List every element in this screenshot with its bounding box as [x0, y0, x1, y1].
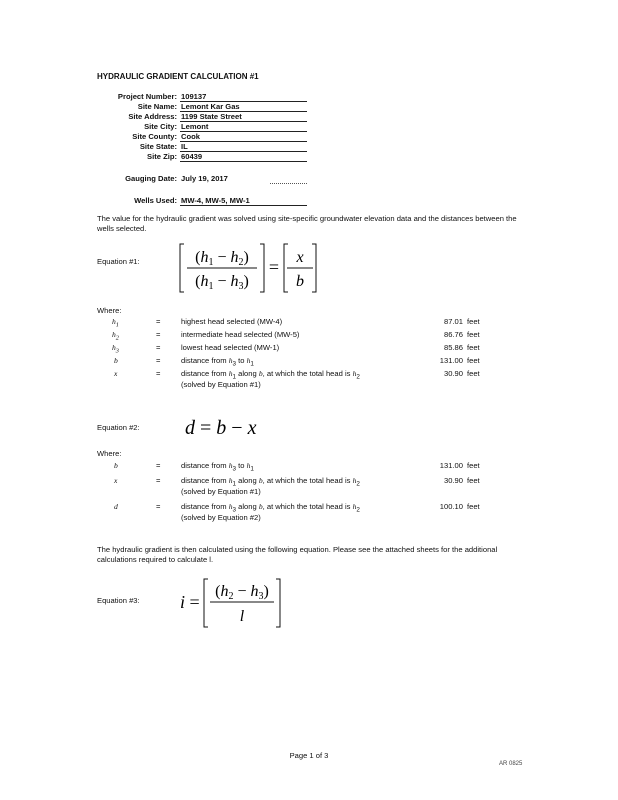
where-1-row-1-value: 87.01	[443, 317, 463, 326]
where-1-row-1-equals: =	[156, 317, 161, 326]
gauging-date-dotline	[270, 183, 307, 184]
where-2-row-3-value: 100.10	[439, 502, 463, 511]
where-1-row-5-symbol: x	[114, 369, 118, 378]
where-1-row-2-description: intermediate head selected (MW-5)	[181, 330, 300, 339]
where-1-row-5-note: (solved by Equation #1)	[181, 380, 261, 389]
where-2-row-2-equals: =	[156, 476, 161, 485]
equation-1-right-denominator: b	[296, 273, 304, 290]
where-1-row-3-unit: feet	[467, 343, 480, 352]
where-1-row-4-equals: =	[156, 356, 161, 365]
wells-used-label: Wells Used:	[134, 196, 177, 205]
site-city-value: Lemont	[181, 122, 209, 131]
equation-2-expression: d = b − x	[185, 417, 257, 439]
where-1-row-1-unit: feet	[467, 317, 480, 326]
where-2-row-3-description: distance from $h_3$ along b, at which the total head is $h_2$	[181, 502, 360, 514]
where-1-row-3-equals: =	[156, 343, 161, 352]
where-1-row-1-symbol: $h_1$	[112, 317, 119, 329]
equation-2-label: Equation #2:	[97, 423, 140, 432]
where-1-row-3-description: lowest head selected (MW-1)	[181, 343, 280, 352]
where-2-row-3-symbol: d	[114, 502, 118, 511]
where-2-row-3-note: (solved by Equation #2)	[181, 513, 261, 522]
where-1-row-4-symbol: b	[114, 356, 118, 365]
where-1-row-5-equals: =	[156, 369, 161, 378]
equation-3-numerator: (h2 − h3)	[215, 583, 269, 602]
equation-1-denominator: (h1 − h3)	[195, 273, 249, 292]
equation-1-numerator: (h1 − h2)	[195, 249, 249, 268]
where-1-row-2-symbol: $h_2$	[112, 330, 119, 342]
where-1-row-1-description: highest head selected (MW-4)	[181, 317, 283, 326]
site-city-label: Site City:	[144, 122, 177, 131]
where-1-row-5-value: 30.90	[443, 369, 463, 378]
site-state-label: Site State:	[139, 142, 177, 151]
where-1-row-4-value: 131.00	[439, 356, 463, 365]
site-address-label: Site Address:	[128, 112, 177, 121]
outro-paragraph: The hydraulic gradient is then calculated using the following equation. Please see the attached sheets for the additional calculations required to calculate l.	[97, 545, 498, 564]
where-1-label: Where:	[97, 306, 122, 315]
where-2-row-1-description: distance from $h_3$ to $h_1$	[181, 461, 254, 473]
where-1-row-4-description: distance from $h_3$ to $h_1$	[181, 356, 254, 368]
site-county-value: Cook	[181, 132, 200, 141]
where-2-row-2-symbol: x	[114, 476, 118, 485]
site-county-underline	[180, 141, 307, 142]
where-1-row-5-description: distance from $h_1$ along b, at which the total head is $h_2$	[181, 369, 360, 381]
site-address-value: 1199 State Street	[181, 112, 242, 121]
site-zip-value: 60439	[181, 152, 203, 161]
site-county-label: Site County:	[132, 132, 177, 141]
wells-used-underline	[180, 205, 307, 206]
document-title: HYDRAULIC GRADIENT CALCULATION #1	[97, 72, 259, 81]
gauging-date-label: Gauging Date:	[125, 174, 177, 183]
page-footer: Page 1 of 3	[289, 751, 329, 760]
project-number-value: 109137	[181, 92, 207, 101]
where-2-row-1-unit: feet	[467, 461, 480, 470]
gauging-date-value: July 19, 2017	[181, 174, 228, 183]
equation-3-label: Equation #3:	[97, 596, 140, 605]
where-2-row-2-description: distance from $h_1$ along b, at which the total head is $h_2$	[181, 476, 360, 488]
equation-1-right-numerator: x	[296, 249, 304, 266]
where-2-row-1-equals: =	[156, 461, 161, 470]
where-1-row-2-value: 86.76	[443, 330, 463, 339]
site-zip-label: Site Zip:	[147, 152, 177, 161]
site-name-label: Site Name:	[137, 102, 177, 111]
where-2-row-3-equals: =	[156, 502, 161, 511]
site-state-value: IL	[181, 142, 188, 151]
equation-3-formula	[178, 576, 288, 630]
where-2-label: Where:	[97, 449, 122, 458]
wells-used-value: MW-4, MW-5, MW-1	[181, 196, 250, 205]
where-1-row-2-unit: feet	[467, 330, 480, 339]
where-2-row-2-note: (solved by Equation #1)	[181, 487, 261, 496]
where-2-row-2-unit: feet	[467, 476, 480, 485]
where-1-row-2-equals: =	[156, 330, 161, 339]
where-2-row-1-value: 131.00	[439, 461, 463, 470]
intro-paragraph: The value for the hydraulic gradient was solved using site-specific groundwater elevation data and the distances between the wells selected.	[97, 214, 517, 233]
equation-1-label: Equation #1:	[97, 257, 140, 266]
site-name-value: Lemont Kar Gas	[181, 102, 240, 111]
where-1-row-3-value: 85.86	[443, 343, 463, 352]
equation-1-equals: =	[268, 257, 280, 277]
project-number-label: Project Number:	[117, 92, 177, 101]
equation-3-lhs: i =	[180, 592, 200, 612]
site-zip-underline	[180, 161, 307, 162]
equation-2-formula	[182, 410, 292, 442]
where-2-row-1-symbol: b	[114, 461, 118, 470]
equation-1-formula	[175, 240, 325, 296]
where-1-row-5-unit: feet	[467, 369, 480, 378]
where-2-row-2-value: 30.90	[443, 476, 463, 485]
equation-3-denominator: l	[239, 608, 245, 625]
where-1-row-3-symbol: $h_3$	[112, 343, 119, 355]
where-1-row-4-unit: feet	[467, 356, 480, 365]
bates-stamp: AR 0825	[499, 761, 523, 767]
where-2-row-3-unit: feet	[467, 502, 480, 511]
